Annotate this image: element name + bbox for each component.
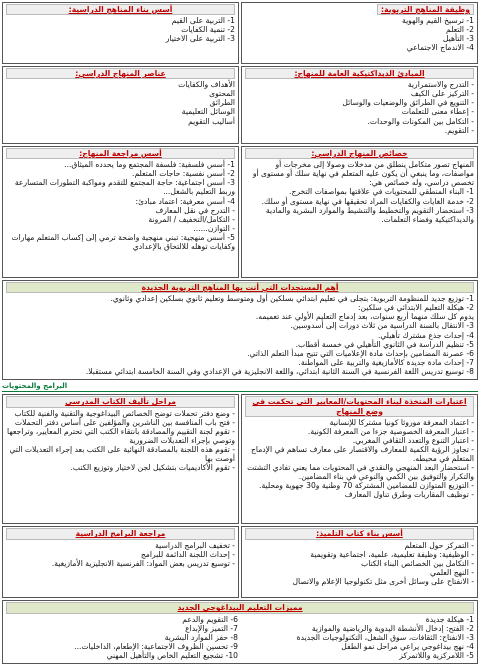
section-title: مميزات التعليم البيداغوجي الجديد <box>6 602 474 613</box>
box-content-criteria <box>241 394 478 524</box>
box-curriculum-elements <box>2 66 239 144</box>
list-item: - استحضار البعد المنهجي والنقدي في المحتويات مما يعني تفادي التشتت والتكرار والتوفيق بين الكمي والنوعي في بناء المضامين. <box>247 463 474 482</box>
list-item: 7- التميز والإبداع <box>185 623 238 633</box>
list-item: 2- هيكلة التعليم الابتدائي في سلكين: <box>357 303 474 313</box>
box-program-review <box>2 526 239 598</box>
list-item: 2- الفتح: إدخال الأنشطة اليدوية والرياضية والموازية <box>311 623 474 633</box>
section-title: مراجعة البرامج الدراسية <box>6 528 235 539</box>
list-item: 1- ترسيخ القيم والهوية <box>402 16 474 26</box>
list-item: - توظيف المقاربات وطرق تناول المعارف <box>344 490 474 500</box>
list-item: 3- الانتقال بالسنة الدراسية من ثلاث دورات إلى أسدوسين. <box>290 321 474 331</box>
list-item: 1- توزيع جديد للمنظومة التربوية: بتجلى في تعليم ابتدائي بسلكين أول ومتوسط وتعليم ثانوي بسلكين إعدادي وثانوي. <box>110 294 474 304</box>
row-content-criteria <box>2 394 478 524</box>
section-title: أسس مراجعة المنهاج: <box>6 148 235 159</box>
box-review-foundations <box>2 146 239 278</box>
list-item: - إحداث اللجنة الدائمة للبرامج <box>140 549 235 559</box>
list-item: المحتوى <box>209 89 235 99</box>
list-item: - إعطاء معنى للتعلمات <box>401 107 474 117</box>
list-item: 8- توسيع تدريس اللغة الفرنسية في السنة الثانية ابتدائي، واللغة الانجليزية في الإعدادي وفي السنة الخامسة ابتدائي مستقبلا. <box>85 366 474 376</box>
list-item: 2- تنمية الكفايات <box>181 25 235 35</box>
list-item: - التكامل بين المكونات والوحدات. <box>367 116 474 126</box>
row-student-book <box>2 526 478 598</box>
foundation-list <box>6 16 235 43</box>
student-book-list <box>245 541 474 587</box>
list-item: - التكامل/التخفيف / المرونة <box>148 214 235 224</box>
box-textbook-stages <box>2 394 239 524</box>
list-item: الطرائق <box>209 98 235 108</box>
box-pedagogical-features <box>2 600 478 664</box>
section-title: عناصر المنهاج الدراسي: <box>6 68 235 79</box>
list-item: يدوم كل سلك منهما أربع سنوات، بعد إدماج التعليم الأولي عند تعميمه. <box>255 312 474 322</box>
list-item: 5- اللامركزية واللاتمركز <box>399 650 474 660</box>
list-item: 3- استحضار التقويم والتخطيط والتنشيط والموارد البشرية والمادية والديداكتيكية وفضاء التعلمات. <box>265 205 474 224</box>
list-item: 9- تحسين الظروف الاجتماعية: الإطعام، الداخليات... <box>74 641 238 651</box>
list-item: 4- الاندماج الاجتماعي <box>406 43 474 53</box>
list-item: - الانفتاح على وسائل أخرى مثل تكنولوجيا الإعلام والاتصال <box>292 576 474 586</box>
list-item: - اعتماد المعرفة موروثا كونيا مشتركا للإنسانية <box>329 417 474 427</box>
list-item: - التقويم. <box>444 125 474 135</box>
row-characteristics <box>2 146 478 278</box>
program-review-list <box>6 541 235 568</box>
list-item: 2- خدمة الغايات والكفايات المراد تحقيقها في نهاية مستوى أو سلك. <box>261 196 474 206</box>
criteria-list <box>245 418 474 500</box>
features-list-right <box>242 615 474 661</box>
list-item: 3- التربية على الاختيار <box>165 34 235 44</box>
element-list <box>6 80 235 126</box>
list-item: - وضع دفتر تحملات توضح الخصائص البيداغوجية والتقنية والفنية للكتاب <box>14 408 235 418</box>
section-title: اعتبارات المتخذة لبناء المحتويات/المعايير التي تحكمت في وضع المنهاج <box>245 396 474 416</box>
list-item: 3- أسس اجتماعية: حاجة المجتمع للتقدم ومواكبة التطورات المتسارعة وربط التعليم بالشغل... <box>14 178 235 197</box>
characteristic-list <box>245 160 474 224</box>
list-item: 5- تنظيم الدراسة في الثانوي التأهيلي في خمسة أقطاب. <box>295 339 474 349</box>
programs-separator: البرامج والمحتويات <box>2 382 478 392</box>
list-item: - التوزيع المتوازن للمضامين المشتركة 70 وطنية و30 جهوية ومحلية. <box>259 481 474 491</box>
list-item: 3- الانفتاح: الثقافات، سوق الشغل، التكنولوجيات الجديدة <box>296 632 474 642</box>
features-list-left <box>6 615 238 661</box>
list-item: - النهج العلمي <box>429 567 474 577</box>
list-item: - التكامل بين الخصائص البناء الكتاب <box>361 558 474 568</box>
list-item: - فتح باب المنافسة بين الناشرين والمؤلفين على أساس دفتر التحملات <box>14 417 235 427</box>
list-item: - تقوم الأكاديميات بتشكيل لجن لاختيار وتوزيع الكتب. <box>70 463 235 473</box>
features-columns <box>6 615 474 661</box>
list-item: 7- إحداث مادة جديدة كالأمازيغية والتربية على المواطنة. <box>298 357 474 367</box>
list-item: 1- هيكلة جديدة <box>425 614 474 624</box>
section-title: خصائص المنهاج الدراسي: <box>245 148 474 159</box>
list-item: - التنويع في الطرائق والوضعيات والوسائل <box>342 98 474 108</box>
list-item: 2- التعلم <box>446 25 474 35</box>
list-item: 6- عصرنة المضامين بإحداث مادة الإعلاميات التي تتيح مبدأ التعلم الذاتي. <box>247 348 474 358</box>
list-item: - تقوم لجنة التقييم والمصادقة بانتقاء الكتب التي تحترم المعايير، وتراجعها وتوصي بإجراء التعديلات الضرورية <box>7 426 235 445</box>
list-item: 8- حفز الموارد البشرية <box>164 632 238 642</box>
list-item: - تخفيف البرامج الدراسية <box>155 540 235 550</box>
list-item: 4- إحداث جذع مشترك تأهيلي. <box>377 330 474 340</box>
list-item: أساليب التقويم <box>188 116 235 126</box>
stage-list <box>6 409 235 473</box>
list-item: 10- تشجيع التعليم الخاص والتأهيل المهني <box>106 650 238 660</box>
list-item: المنهاج تصور متكامل ينطلق من مدخلات وصولا إلى مخرجات أو مواصفات، وما ينبغي أن يكون عليه المتعلم في نهاية سلك أو مستوى أو تخصص دراسي، وله خصائص هي: <box>252 160 474 188</box>
box-building-foundations <box>2 2 239 64</box>
box-curriculum-characteristics <box>241 146 478 278</box>
principle-list <box>245 80 474 135</box>
development-list <box>6 294 474 376</box>
list-item: 6- التقويم والدعم <box>182 614 238 624</box>
list-item: 2- أسس نفسية: حاجات المتعلم. <box>132 169 235 179</box>
list-item: - التمركز حول المتعلم <box>404 540 474 550</box>
section-title: أهم المستجدات التي أتت بها المناهج التربوية الجديدة <box>6 282 474 293</box>
row-functions <box>2 2 478 64</box>
list-item: 3- التأهيل <box>442 34 474 44</box>
list-item: - توسيع تدريس بعض المواد: الفرنسية الانجليزية الأمازيغية. <box>51 558 235 568</box>
list-item: - تجاوز الرؤية الكمية للمعارف والاقتصار على معارف تساهم في الإدماج المتعلم في محيطه. <box>251 444 474 464</box>
list-item: - اعتبار المعرفة الخصوصية جزءا من المعرفة الكونية. <box>307 426 474 436</box>
section-title: أسس بناء المناهج الدراسية: <box>6 4 235 15</box>
section-title: مراحل تأليف الكتاب المدرسي <box>6 396 235 407</box>
list-item: - التدرج في نقل المعارف <box>155 205 235 215</box>
section-title: أسس بناء كتاب التلميذ: <box>245 528 474 539</box>
box-didactic-principles <box>241 66 478 144</box>
box-new-developments <box>2 280 478 380</box>
list-item: الوسائل التعليمية <box>181 107 235 117</box>
list-item: - التدرج والاستمرارية <box>407 80 474 90</box>
box-curriculum-functions <box>241 2 478 64</box>
section-title: المبادئ الديداكتيكية العامة للمنهاج: <box>245 68 474 79</box>
list-item: - الوظيفية: وظيفة تعليمية، علمية، اجتماعية وتقويمية <box>310 549 474 559</box>
list-item: - اعتبار التنوع والتعدد الثقافي المغربي. <box>352 435 474 445</box>
list-item: 1- التربية على القيم <box>171 16 235 26</box>
section-title: وظيفة المناهج التربوية: <box>377 4 474 15</box>
list-item: 1- أسس فلسفية: فلسفة المجتمع وما يحدده الميثاق... <box>64 160 235 170</box>
list-item: 4- نهج بيداغوجي يراعي مراحل نمو الطفل <box>341 641 474 651</box>
list-item: 4- أسس معرفية: اعتماد مبادئ: <box>135 196 235 206</box>
box-student-book-foundations <box>241 526 478 598</box>
list-item: 5- أسس منهجية: تبني منهجية واضحة ترمي إلى إكساب المتعلم مهارات وكفايات توهله للالتحاق بالإعدادي <box>11 232 235 252</box>
list-item: - تقوم هذه اللجنة بالمصادقة النهائية على الكتب بعد إجراء التعديلات التي أوصت بها <box>9 444 235 464</box>
function-list <box>245 16 474 52</box>
list-item: - التركيز على الكيف <box>410 89 474 99</box>
list-item: 1- البناء المنطقي للمحتويات في علاقتها بمواصفات التخرج. <box>289 187 474 197</box>
review-list <box>6 160 235 251</box>
list-item: - التوازن...... <box>193 223 235 233</box>
row-principles <box>2 66 478 144</box>
list-item: الأهداف والكفايات <box>178 80 235 90</box>
